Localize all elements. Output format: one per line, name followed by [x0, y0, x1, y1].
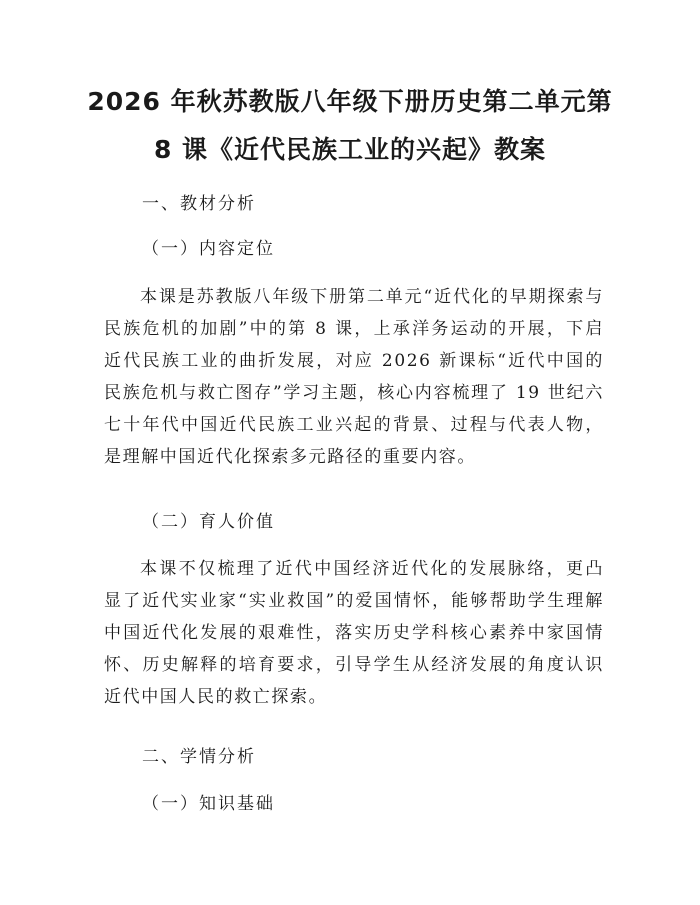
paragraph-content-positioning: 本课是苏教版八年级下册第二单元“近代化的早期探索与民族危机的加剧”中的第 8 课，上承洋务运动的开展，下启近代民族工业的曲折发展，对应 2026 新课标“近代中国的民族危机与救亡图存”学习主题，核心内容梳理了 19 世纪六七十年代中国近代民族工业兴起的背景、过程与代表人物，是理解中国近代化探索多元路径的重要内容。: [104, 287, 604, 467]
subsection-heading-content-positioning: （一）内容定位: [142, 239, 275, 259]
document-title: [60, 78, 640, 174]
title-line-2: 8 课《近代民族工业的兴起》教案: [153, 135, 547, 164]
title-line-1: 2026 年秋苏教版八年级下册历史第二单元第: [87, 87, 613, 116]
paragraph-educational-value: 本课不仅梳理了近代中国经济近代化的发展脉络，更凸显了近代实业家“实业救国”的爱国情怀，能够帮助学生理解中国近代化发展的艰难性，落实历史学科核心素养中家国情怀、历史解释的培育要求，引导学生从经济发展的角度认识近代中国人民的救亡探索。: [104, 559, 604, 707]
subsection-heading-educational-value: （二）育人价值: [142, 512, 275, 532]
section-heading-textbook-analysis: 一、教材分析: [142, 194, 256, 214]
subsection-heading-knowledge-base: （一）知识基础: [142, 794, 275, 814]
section-heading-learner-analysis: 二、学情分析: [142, 747, 256, 767]
